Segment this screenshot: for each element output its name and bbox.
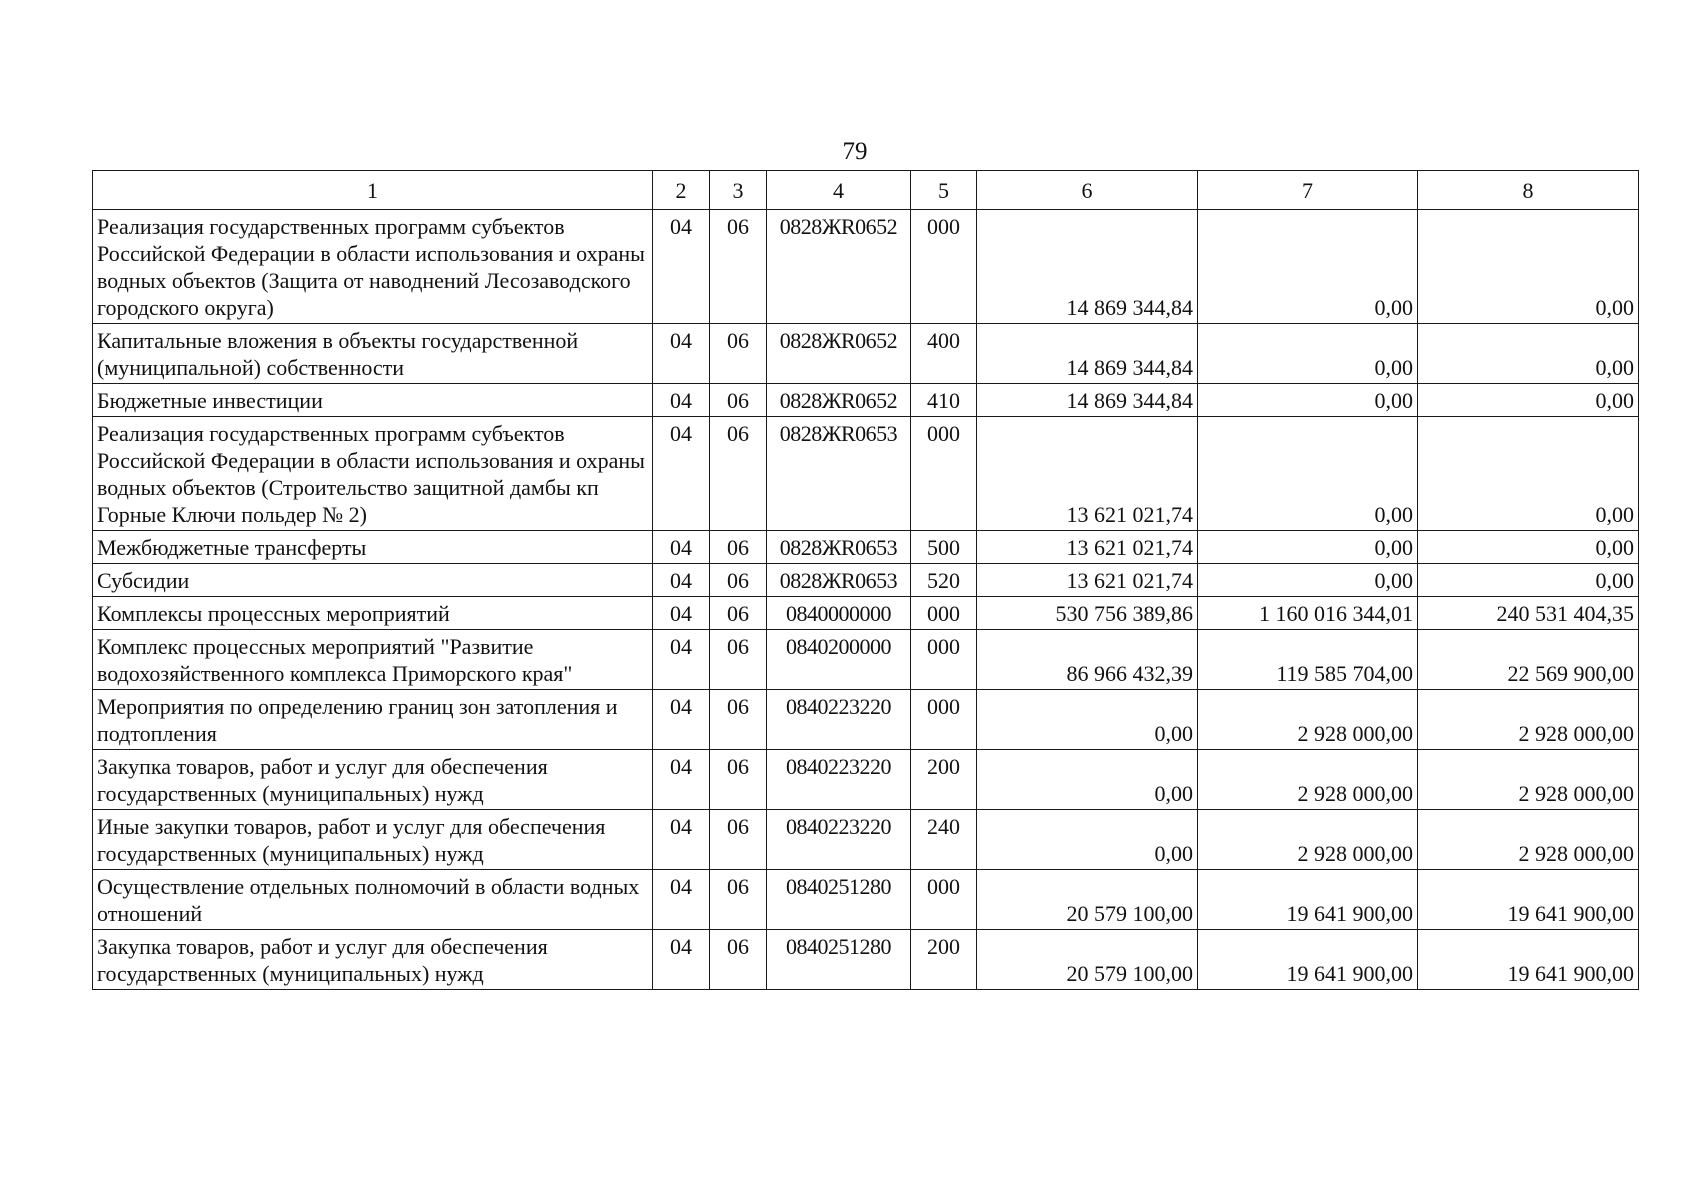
cell-amount-col8: 240 531 404,35 <box>1418 597 1639 630</box>
cell-amount-col6: 530 756 389,86 <box>977 597 1198 630</box>
cell-amount-col8: 22 569 900,00 <box>1418 630 1639 690</box>
cell-amount-col7: 19 641 900,00 <box>1198 930 1418 990</box>
cell-amount-col8: 0,00 <box>1418 531 1639 564</box>
cell-target-article: 0828ЖR0652 <box>767 210 911 324</box>
cell-section: 04 <box>653 564 710 597</box>
cell-amount-col7: 1 160 016 344,01 <box>1198 597 1418 630</box>
cell-target-article: 0840200000 <box>767 630 911 690</box>
cell-expense-type: 200 <box>911 930 977 990</box>
cell-name: Комплексы процессных мероприятий <box>93 597 653 630</box>
cell-subsection: 06 <box>710 597 767 630</box>
cell-name: Закупка товаров, работ и услуг для обеспечения государственных (муниципальных) нужд <box>93 930 653 990</box>
cell-section: 04 <box>653 930 710 990</box>
column-header: 6 <box>977 171 1198 210</box>
cell-name: Бюджетные инвестиции <box>93 384 653 417</box>
cell-target-article: 0828ЖR0653 <box>767 564 911 597</box>
cell-expense-type: 500 <box>911 531 977 564</box>
cell-expense-type: 410 <box>911 384 977 417</box>
cell-amount-col8: 0,00 <box>1418 384 1639 417</box>
cell-amount-col6: 13 621 021,74 <box>977 417 1198 531</box>
cell-target-article: 0840251280 <box>767 930 911 990</box>
cell-section: 04 <box>653 417 710 531</box>
cell-name: Капитальные вложения в объекты государственной (муниципальной) собственности <box>93 324 653 384</box>
column-header: 1 <box>93 171 653 210</box>
table-row <box>93 324 1639 384</box>
cell-name: Комплекс процессных мероприятий "Развитие водохозяйственного комплекса Приморского края" <box>93 630 653 690</box>
cell-section: 04 <box>653 384 710 417</box>
column-header: 5 <box>911 171 977 210</box>
table-row <box>93 690 1639 750</box>
cell-amount-col7: 0,00 <box>1198 384 1418 417</box>
table-row <box>93 630 1639 690</box>
cell-expense-type: 520 <box>911 564 977 597</box>
cell-expense-type: 000 <box>911 597 977 630</box>
cell-amount-col8: 19 641 900,00 <box>1418 930 1639 990</box>
cell-section: 04 <box>653 597 710 630</box>
cell-target-article: 0828ЖR0653 <box>767 531 911 564</box>
cell-expense-type: 000 <box>911 690 977 750</box>
cell-section: 04 <box>653 870 710 930</box>
page-number: 79 <box>842 138 868 165</box>
cell-target-article: 0840223220 <box>767 810 911 870</box>
cell-amount-col8: 2 928 000,00 <box>1418 810 1639 870</box>
table-row <box>93 810 1639 870</box>
table-row <box>93 210 1639 324</box>
cell-expense-type: 000 <box>911 210 977 324</box>
cell-amount-col6: 14 869 344,84 <box>977 324 1198 384</box>
cell-expense-type: 240 <box>911 810 977 870</box>
table-row <box>93 564 1639 597</box>
cell-expense-type: 400 <box>911 324 977 384</box>
cell-subsection: 06 <box>710 810 767 870</box>
cell-expense-type: 000 <box>911 870 977 930</box>
cell-expense-type: 000 <box>911 417 977 531</box>
cell-amount-col7: 0,00 <box>1198 564 1418 597</box>
cell-amount-col6: 14 869 344,84 <box>977 384 1198 417</box>
cell-amount-col8: 2 928 000,00 <box>1418 690 1639 750</box>
cell-name: Мероприятия по определению границ зон затопления и подтопления <box>93 690 653 750</box>
cell-expense-type: 000 <box>911 630 977 690</box>
table-row <box>93 531 1639 564</box>
cell-amount-col7: 0,00 <box>1198 417 1418 531</box>
cell-subsection: 06 <box>710 870 767 930</box>
cell-amount-col6: 20 579 100,00 <box>977 930 1198 990</box>
cell-amount-col7: 2 928 000,00 <box>1198 750 1418 810</box>
table-row <box>93 930 1639 990</box>
table-row <box>93 417 1639 531</box>
cell-section: 04 <box>653 690 710 750</box>
cell-target-article: 0840223220 <box>767 750 911 810</box>
cell-amount-col7: 19 641 900,00 <box>1198 870 1418 930</box>
cell-amount-col6: 0,00 <box>977 750 1198 810</box>
cell-name: Осуществление отдельных полномочий в области водных отношений <box>93 870 653 930</box>
cell-amount-col7: 0,00 <box>1198 531 1418 564</box>
cell-amount-col6: 20 579 100,00 <box>977 870 1198 930</box>
cell-section: 04 <box>653 630 710 690</box>
cell-amount-col8: 0,00 <box>1418 564 1639 597</box>
cell-target-article: 0840251280 <box>767 870 911 930</box>
cell-expense-type: 200 <box>911 750 977 810</box>
cell-amount-col6: 13 621 021,74 <box>977 564 1198 597</box>
cell-subsection: 06 <box>710 930 767 990</box>
cell-subsection: 06 <box>710 690 767 750</box>
cell-amount-col6: 0,00 <box>977 810 1198 870</box>
cell-amount-col6: 86 966 432,39 <box>977 630 1198 690</box>
table-row <box>93 597 1639 630</box>
column-header: 3 <box>710 171 767 210</box>
cell-section: 04 <box>653 531 710 564</box>
column-header: 7 <box>1198 171 1418 210</box>
cell-amount-col7: 2 928 000,00 <box>1198 810 1418 870</box>
table-row <box>93 870 1639 930</box>
cell-section: 04 <box>653 324 710 384</box>
cell-amount-col8: 2 928 000,00 <box>1418 750 1639 810</box>
cell-target-article: 0828ЖR0652 <box>767 324 911 384</box>
cell-subsection: 06 <box>710 384 767 417</box>
cell-amount-col8: 0,00 <box>1418 417 1639 531</box>
cell-target-article: 0840000000 <box>767 597 911 630</box>
cell-amount-col7: 2 928 000,00 <box>1198 690 1418 750</box>
column-header: 4 <box>767 171 911 210</box>
cell-subsection: 06 <box>710 324 767 384</box>
cell-subsection: 06 <box>710 564 767 597</box>
cell-target-article: 0828ЖR0652 <box>767 384 911 417</box>
header-row <box>93 171 1639 210</box>
cell-amount-col7: 0,00 <box>1198 324 1418 384</box>
cell-amount-col8: 0,00 <box>1418 324 1639 384</box>
cell-target-article: 0828ЖR0653 <box>767 417 911 531</box>
cell-name: Межбюджетные трансферты <box>93 531 653 564</box>
table-row <box>93 384 1639 417</box>
cell-amount-col6: 0,00 <box>977 690 1198 750</box>
cell-name: Реализация государственных программ субъектов Российской Федерации в области использования и охраны водных объектов (Строительство защитной дамбы кп Горные Ключи польдер № 2) <box>93 417 653 531</box>
cell-amount-col8: 0,00 <box>1418 210 1639 324</box>
cell-name: Реализация государственных программ субъектов Российской Федерации в области использования и охраны водных объектов (Защита от наводнений Лесозаводского городского округа) <box>93 210 653 324</box>
cell-section: 04 <box>653 810 710 870</box>
column-header: 8 <box>1418 171 1639 210</box>
cell-amount-col6: 14 869 344,84 <box>977 210 1198 324</box>
cell-subsection: 06 <box>710 417 767 531</box>
cell-subsection: 06 <box>710 630 767 690</box>
cell-target-article: 0840223220 <box>767 690 911 750</box>
table-row <box>93 750 1639 810</box>
column-header: 2 <box>653 171 710 210</box>
cell-amount-col7: 0,00 <box>1198 210 1418 324</box>
cell-subsection: 06 <box>710 210 767 324</box>
cell-name: Иные закупки товаров, работ и услуг для обеспечения государственных (муниципальных) нужд <box>93 810 653 870</box>
cell-subsection: 06 <box>710 531 767 564</box>
cell-amount-col7: 119 585 704,00 <box>1198 630 1418 690</box>
cell-name: Субсидии <box>93 564 653 597</box>
cell-name: Закупка товаров, работ и услуг для обеспечения государственных (муниципальных) нужд <box>93 750 653 810</box>
table-body <box>93 210 1639 990</box>
cell-section: 04 <box>653 210 710 324</box>
cell-amount-col8: 19 641 900,00 <box>1418 870 1639 930</box>
cell-section: 04 <box>653 750 710 810</box>
cell-subsection: 06 <box>710 750 767 810</box>
cell-amount-col6: 13 621 021,74 <box>977 531 1198 564</box>
budget-table <box>92 170 1639 990</box>
